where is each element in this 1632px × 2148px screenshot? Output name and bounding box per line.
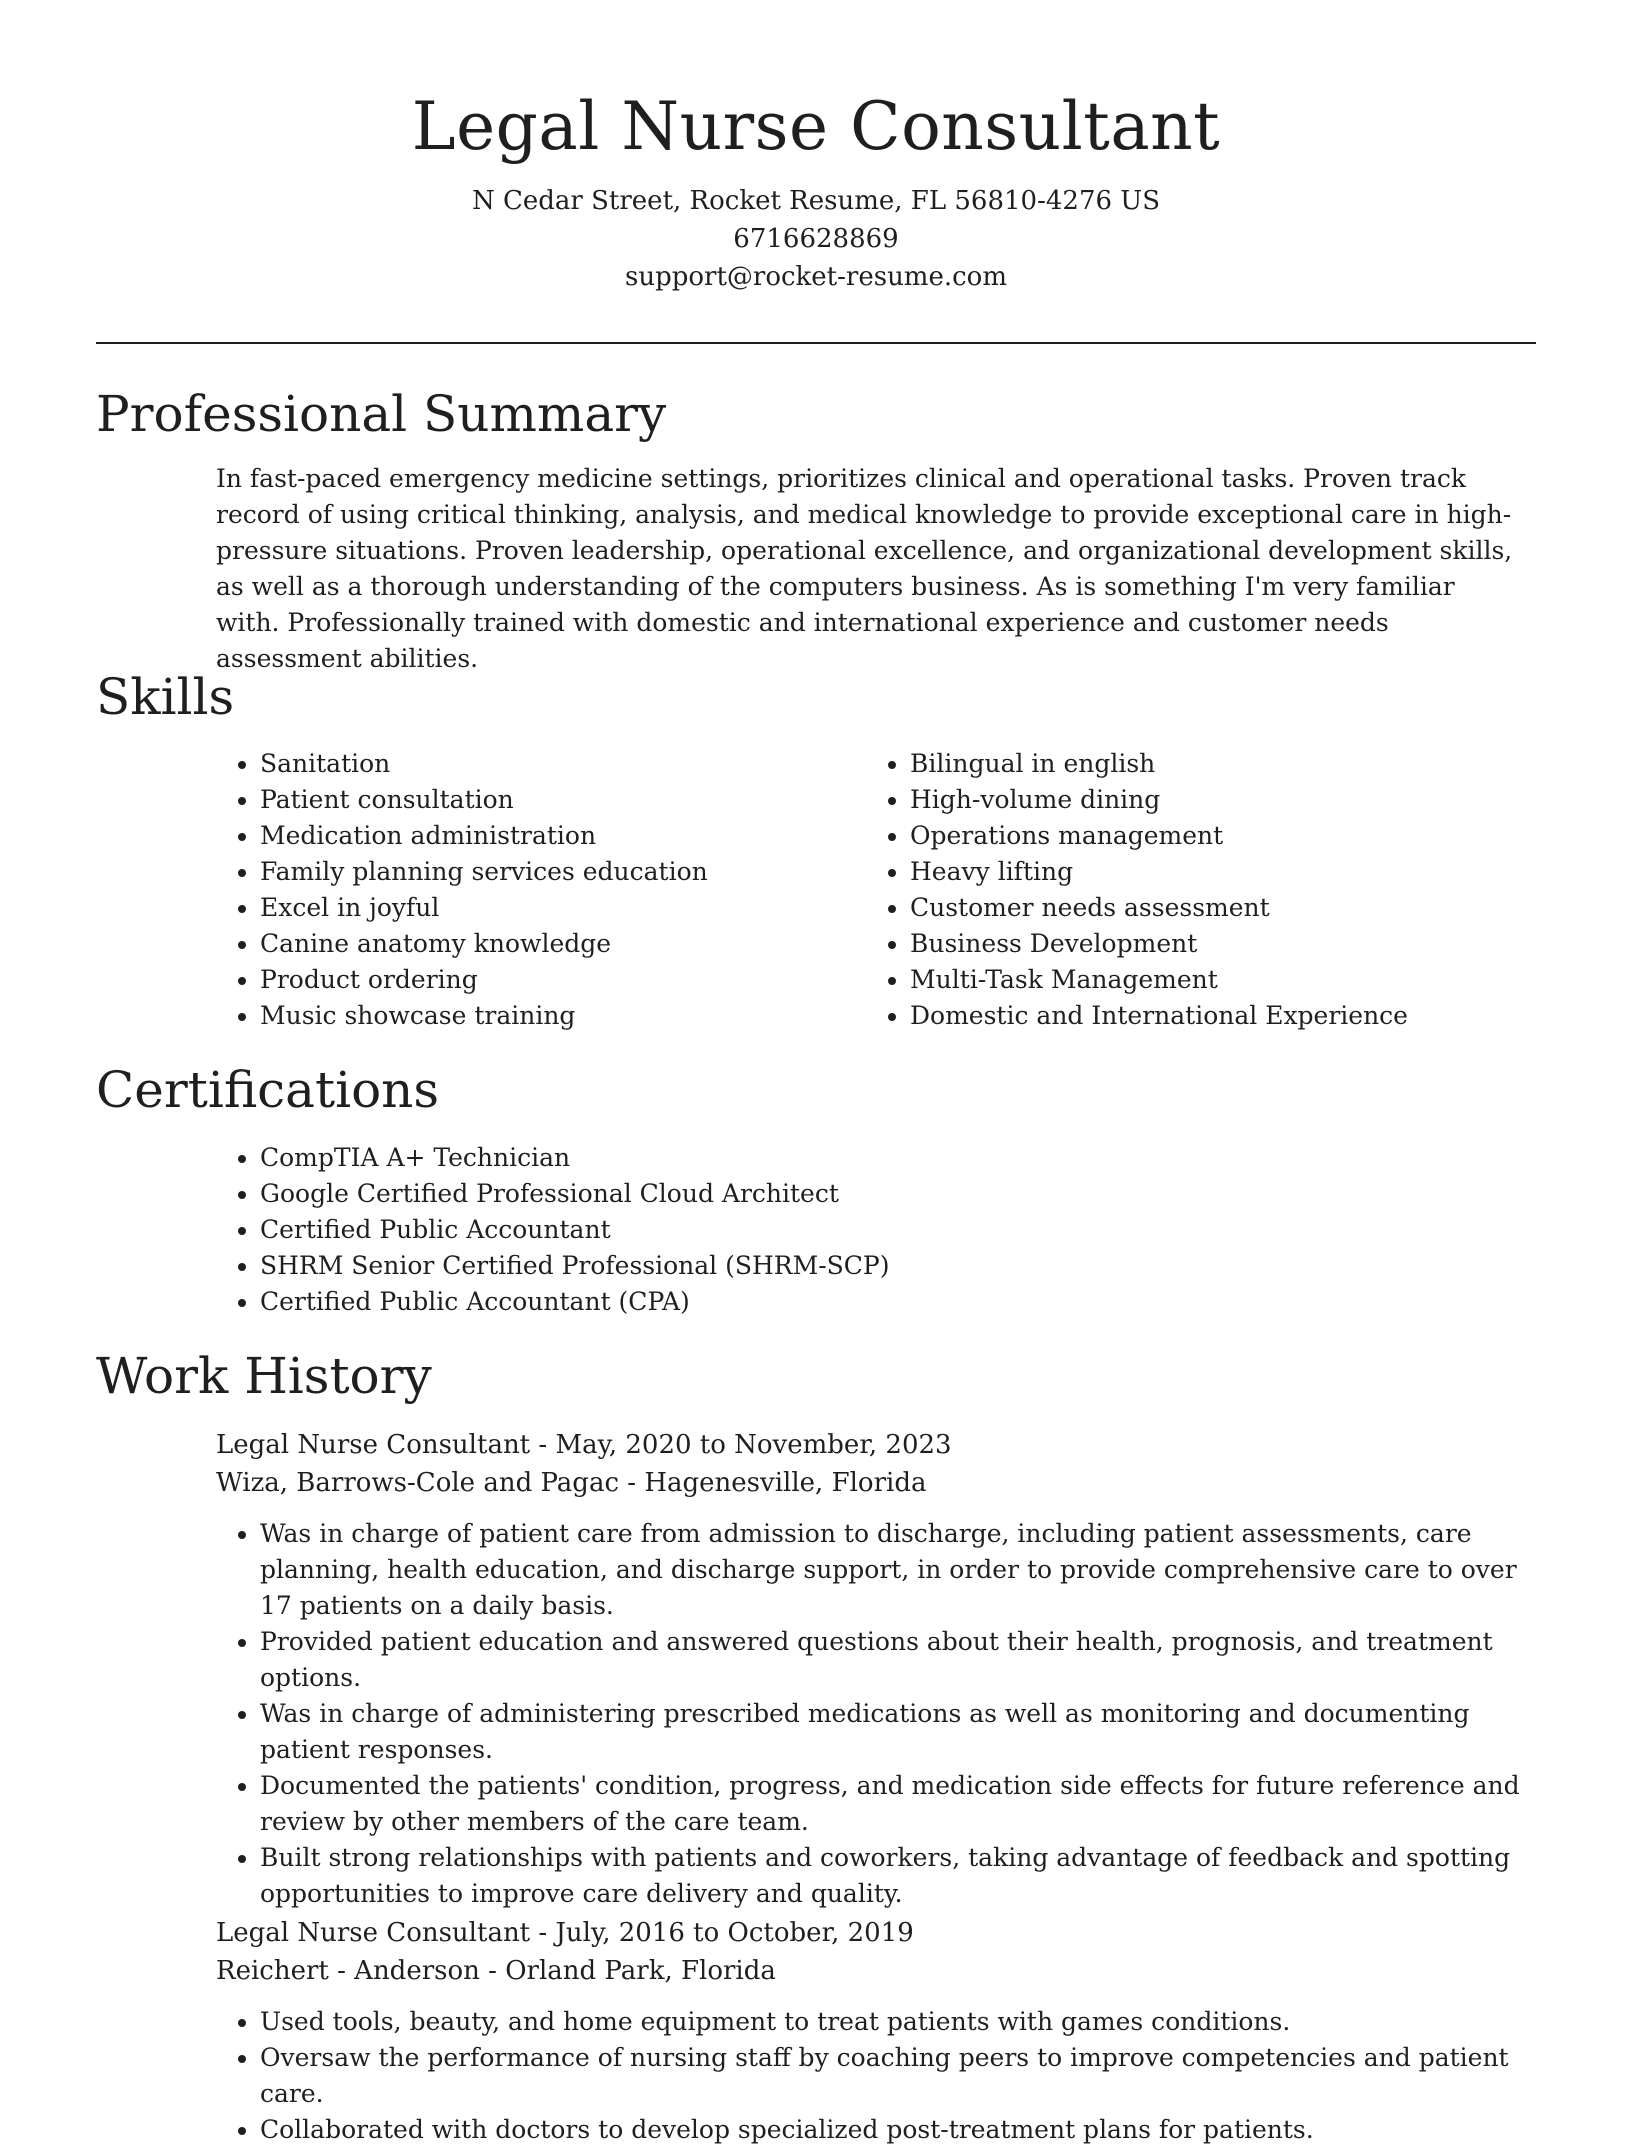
- certification-item: • CompTIA A+ Technician: [260, 1140, 1516, 1176]
- job-role: Legal Nurse Consultant: [216, 1918, 531, 1948]
- job-role-line: [216, 1914, 1546, 1952]
- job-dates: May, 2020 to November, 2023: [555, 1430, 952, 1460]
- job-bullet: • Oversaw the performance of nursing staff by coaching peers to improve competencies and patient care.: [260, 2040, 1546, 2112]
- job-bullet: • Collaborated with doctors to develop specialized post-treatment plans for patients.: [260, 2112, 1546, 2148]
- skill-item: • Multi-Task Management: [910, 962, 1486, 998]
- job-bullet: • Was in charge of patient care from admission to discharge, including patient assessments, care planning, health education, and discharge support, in order to provide comprehensive care to over 17 patients on a daily basis.: [260, 1516, 1546, 1624]
- skill-item: • Canine anatomy knowledge: [260, 926, 836, 962]
- separator: -: [538, 1918, 556, 1948]
- job-role: Legal Nurse Consultant: [216, 1430, 531, 1460]
- skill-item: • Medication administration: [260, 818, 836, 854]
- skill-item: • Sanitation: [260, 746, 836, 782]
- job-bullet: • Was in charge of administering prescribed medications as well as monitoring and documenting patient responses.: [260, 1696, 1546, 1768]
- job-entry: [216, 1914, 1546, 2148]
- job-bullet: • Documented the patients' condition, progress, and medication side effects for future reference and review by other members of the care team.: [260, 1768, 1546, 1840]
- job-entry: [216, 1426, 1546, 1912]
- skills-column-left: [216, 746, 836, 1034]
- summary-heading: Professional Summary: [96, 385, 667, 443]
- job-bullets: [216, 2004, 1546, 2148]
- skill-item: • Music showcase training: [260, 998, 836, 1034]
- certifications-list: [216, 1140, 1516, 1320]
- work-history-heading: Work History: [96, 1347, 432, 1405]
- contact-info: [0, 182, 1632, 296]
- skill-item: • Patient consultation: [260, 782, 836, 818]
- job-company: Reichert - Anderson: [216, 1956, 480, 1986]
- summary-text: In fast-paced emergency medicine settings, prioritizes clinical and operational tasks. Proven track record of using critical thinking, analysis, and medical knowledge to provide exceptional care in high-pressure situations. Proven leadership, operational excellence, and organizational development skills, as well as a thorough understanding of the computers business. As is something I'm very familiar with. Professionally trained with domestic and international experience and customer needs assessment abilities.: [216, 464, 1513, 673]
- job-bullets: [216, 1516, 1546, 1912]
- certification-item: • Certified Public Accountant: [260, 1212, 1516, 1248]
- email: support@rocket-resume.com: [624, 262, 1007, 292]
- header-divider: [96, 342, 1536, 344]
- separator: -: [488, 1956, 506, 1986]
- certifications-heading: Certifications: [96, 1061, 440, 1119]
- job-bullet: • Provided patient education and answered questions about their health, prognosis, and treatment options.: [260, 1624, 1546, 1696]
- skill-item: • Bilingual in english: [910, 746, 1486, 782]
- skill-item: • Business Development: [910, 926, 1486, 962]
- skill-item: • Domestic and International Experience: [910, 998, 1486, 1034]
- job-company-line: [216, 1952, 1546, 1990]
- skill-item: • High-volume dining: [910, 782, 1486, 818]
- job-location: Orland Park, Florida: [505, 1956, 776, 1986]
- certification-item: • Certified Public Accountant (CPA): [260, 1284, 1516, 1320]
- certification-item: • Google Certified Professional Cloud Architect: [260, 1176, 1516, 1212]
- job-company-line: [216, 1464, 1546, 1502]
- certification-item: • SHRM Senior Certified Professional (SHRM-SCP): [260, 1248, 1516, 1284]
- job-role-line: [216, 1426, 1546, 1464]
- skill-item: • Product ordering: [260, 962, 836, 998]
- skill-item: • Heavy lifting: [910, 854, 1486, 890]
- skills-column-right: [866, 746, 1486, 1034]
- candidate-title: Legal Nurse Consultant: [411, 88, 1221, 165]
- skill-item: • Excel in joyful: [260, 890, 836, 926]
- job-dates: July, 2016 to October, 2019: [555, 1918, 914, 1948]
- separator: -: [627, 1468, 645, 1498]
- address: N Cedar Street, Rocket Resume, FL 56810-4276 US: [471, 186, 1161, 216]
- skills-heading: Skills: [96, 668, 235, 726]
- skill-item: • Operations management: [910, 818, 1486, 854]
- resume-header: [0, 0, 1632, 296]
- skill-item: • Customer needs assessment: [910, 890, 1486, 926]
- phone: 6716628869: [733, 224, 899, 254]
- job-bullet: • Used tools, beauty, and home equipment to treat patients with games conditions.: [260, 2004, 1546, 2040]
- separator: -: [538, 1430, 556, 1460]
- job-bullet: • Built strong relationships with patients and coworkers, taking advantage of feedback and spotting opportunities to improve care delivery and quality.: [260, 1840, 1546, 1912]
- skill-item: • Family planning services education: [260, 854, 836, 890]
- job-company: Wiza, Barrows-Cole and Pagac: [216, 1468, 620, 1498]
- job-location: Hagenesville, Florida: [644, 1468, 927, 1498]
